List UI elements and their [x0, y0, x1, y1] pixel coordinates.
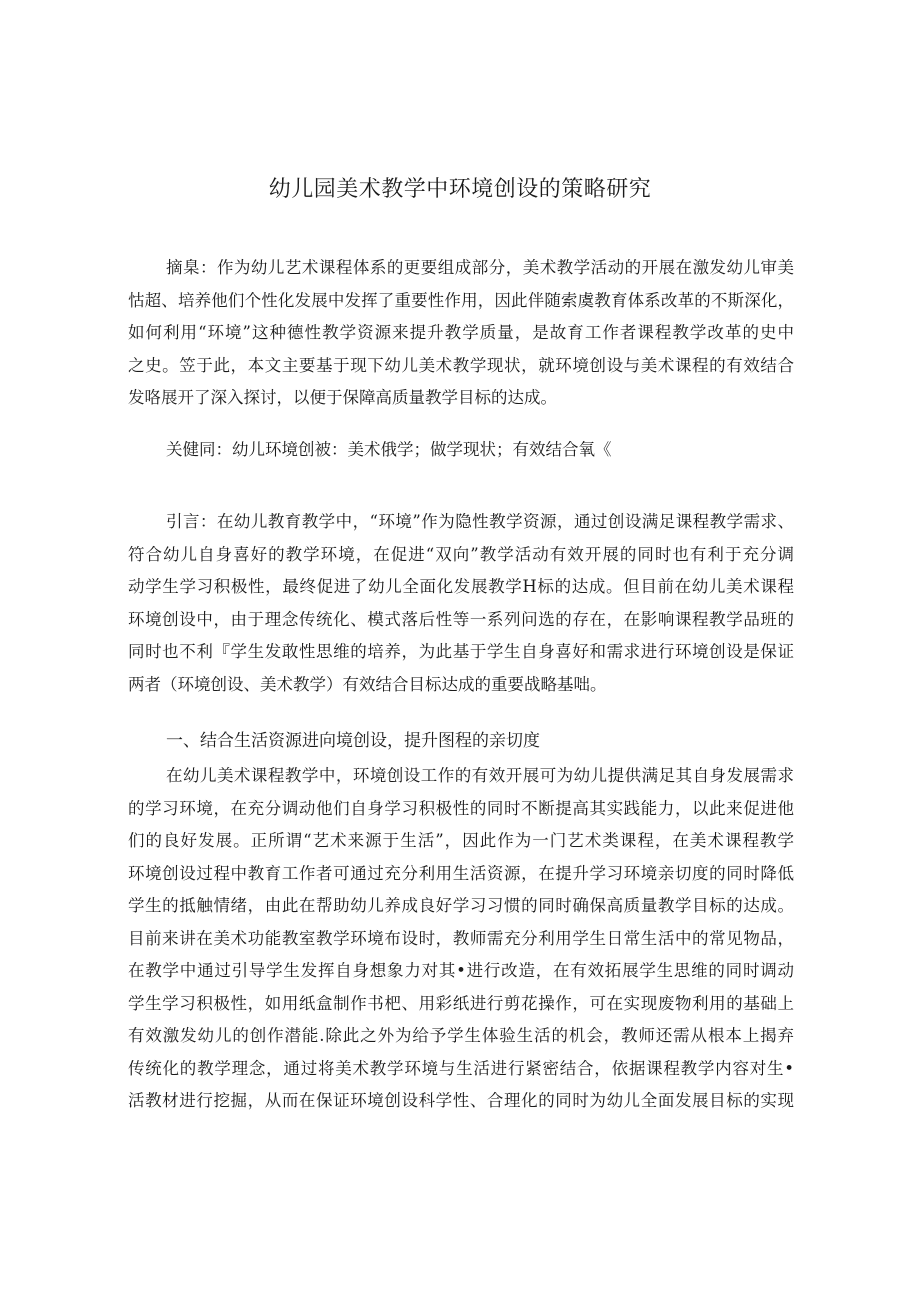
section-1-line: 目前来讲在美术功能教室教学环境布设时，教师需充分利用学生日常生活中的常见物品，: [128, 928, 794, 948]
document-title: 幼儿园美术教学中环境创设的策略研究: [268, 177, 652, 202]
section-1-line: 环境创设过程中教育工作者可通过充分利用生活资源，在提升学习环境亲切度的同时降低: [128, 863, 794, 883]
intro-line: 同时也不利『学生发敢性思维的培养，为此基于学生自身喜好和需求进行环境创设是保证: [128, 642, 794, 661]
intro-line: 环境创设中，由于理念传统化、模式落后性等一系列问选的存在，在影响课程教学品班的: [128, 609, 794, 629]
introduction-paragraph: [128, 506, 794, 701]
intro-line: 两者（环境创设、美术教学）有效结合目标达成的重要战略基咄。: [128, 674, 607, 694]
keywords-line: 关健同：幼儿环境创被：美术俄学；做学现状；有效结合氧《: [166, 440, 612, 459]
section-1-paragraph: [128, 760, 794, 1118]
abstract-line: 如何利用“环境”这种德性教学资源来提升教学质量，是故育工作者课程教学改革的史中: [128, 323, 794, 342]
intro-line: 引言：在幼儿教育教学中，“环境”作为隐性教学资源，通过创设满足课程教学需求、: [166, 512, 794, 531]
intro-line: 符合幼儿自身喜好的教学环境，在促进“双向”教学活动有效开展的同时也有利于充分调: [128, 544, 794, 564]
abstract-line: 之史。笠于此，本文主要基于现下幼儿美术教学现状，就环境创设与美术课程的有效结合: [128, 355, 794, 375]
section-1-line: 有效激发幼儿的创作潜能.除此之外为给予学生体验生活的机会，教师还需从根本上揭弃: [128, 1026, 794, 1045]
abstract-paragraph: [128, 252, 794, 415]
abstract-line: 发咯展开了深入探讨，以便于保障高质量教学目标的达成。: [128, 388, 557, 407]
section-1-heading-block: [128, 725, 794, 758]
section-1-line: 学生学习积极性，如用纸盒制作书杷、用彩纸进行剪花操作，可在实现废物利用的基础上: [128, 993, 794, 1013]
abstract-line: 摘臬：作为幼儿艺术课程体系的更要组成部分，美术教学活动的开展在激发幼儿审美: [166, 258, 794, 277]
abstract-line: 怙超、培养他们个性化发展中发挥了重要性作用，因此伴随索虞教育体系改革的不斯深化，: [128, 290, 794, 310]
section-1-line: 活教材进行挖掘，从而在保证环境创设科学性、合理化的同时为幼儿全面发展目标的实现: [128, 1091, 794, 1110]
keywords-paragraph: [128, 434, 794, 467]
intro-line: 动学生学习积极性，最终促进了幼儿全面化发展教学H标的达成。但目前在幼儿美术课程: [128, 577, 794, 596]
section-1-line: 学生的抵触情绪，由此在帮助幼儿养成良好学习习惯的同时确保高质量教学目标的达成。: [128, 896, 794, 915]
section-1-line: 传统化的教学理念，通过将美术教学环境与生活进行紧密结合，依据课程教学内容对生•: [128, 1058, 794, 1078]
section-1-line: 在教学中通过引导学生发挥自身想象力对其•进行改造，在有效拓展学生思维的同时调动: [128, 961, 794, 980]
section-1-heading: 一、结合生活资源进向境创设，提升图程的亲切度: [166, 731, 540, 751]
section-1-line: 在幼儿美术课程教学中，环境创设工作的有效开展可为幼儿提供满足其自身发展需求: [166, 766, 794, 785]
section-1-line: 的学习环境，在充分调动他们自身学习积极性的同时不断提高其实践能力，以此来促进他: [128, 798, 794, 818]
section-1-line: 们的良好发展。正所谓“艺术来源于生活”，因此作为一门艺术类课程，在美术课程教学: [128, 831, 794, 850]
